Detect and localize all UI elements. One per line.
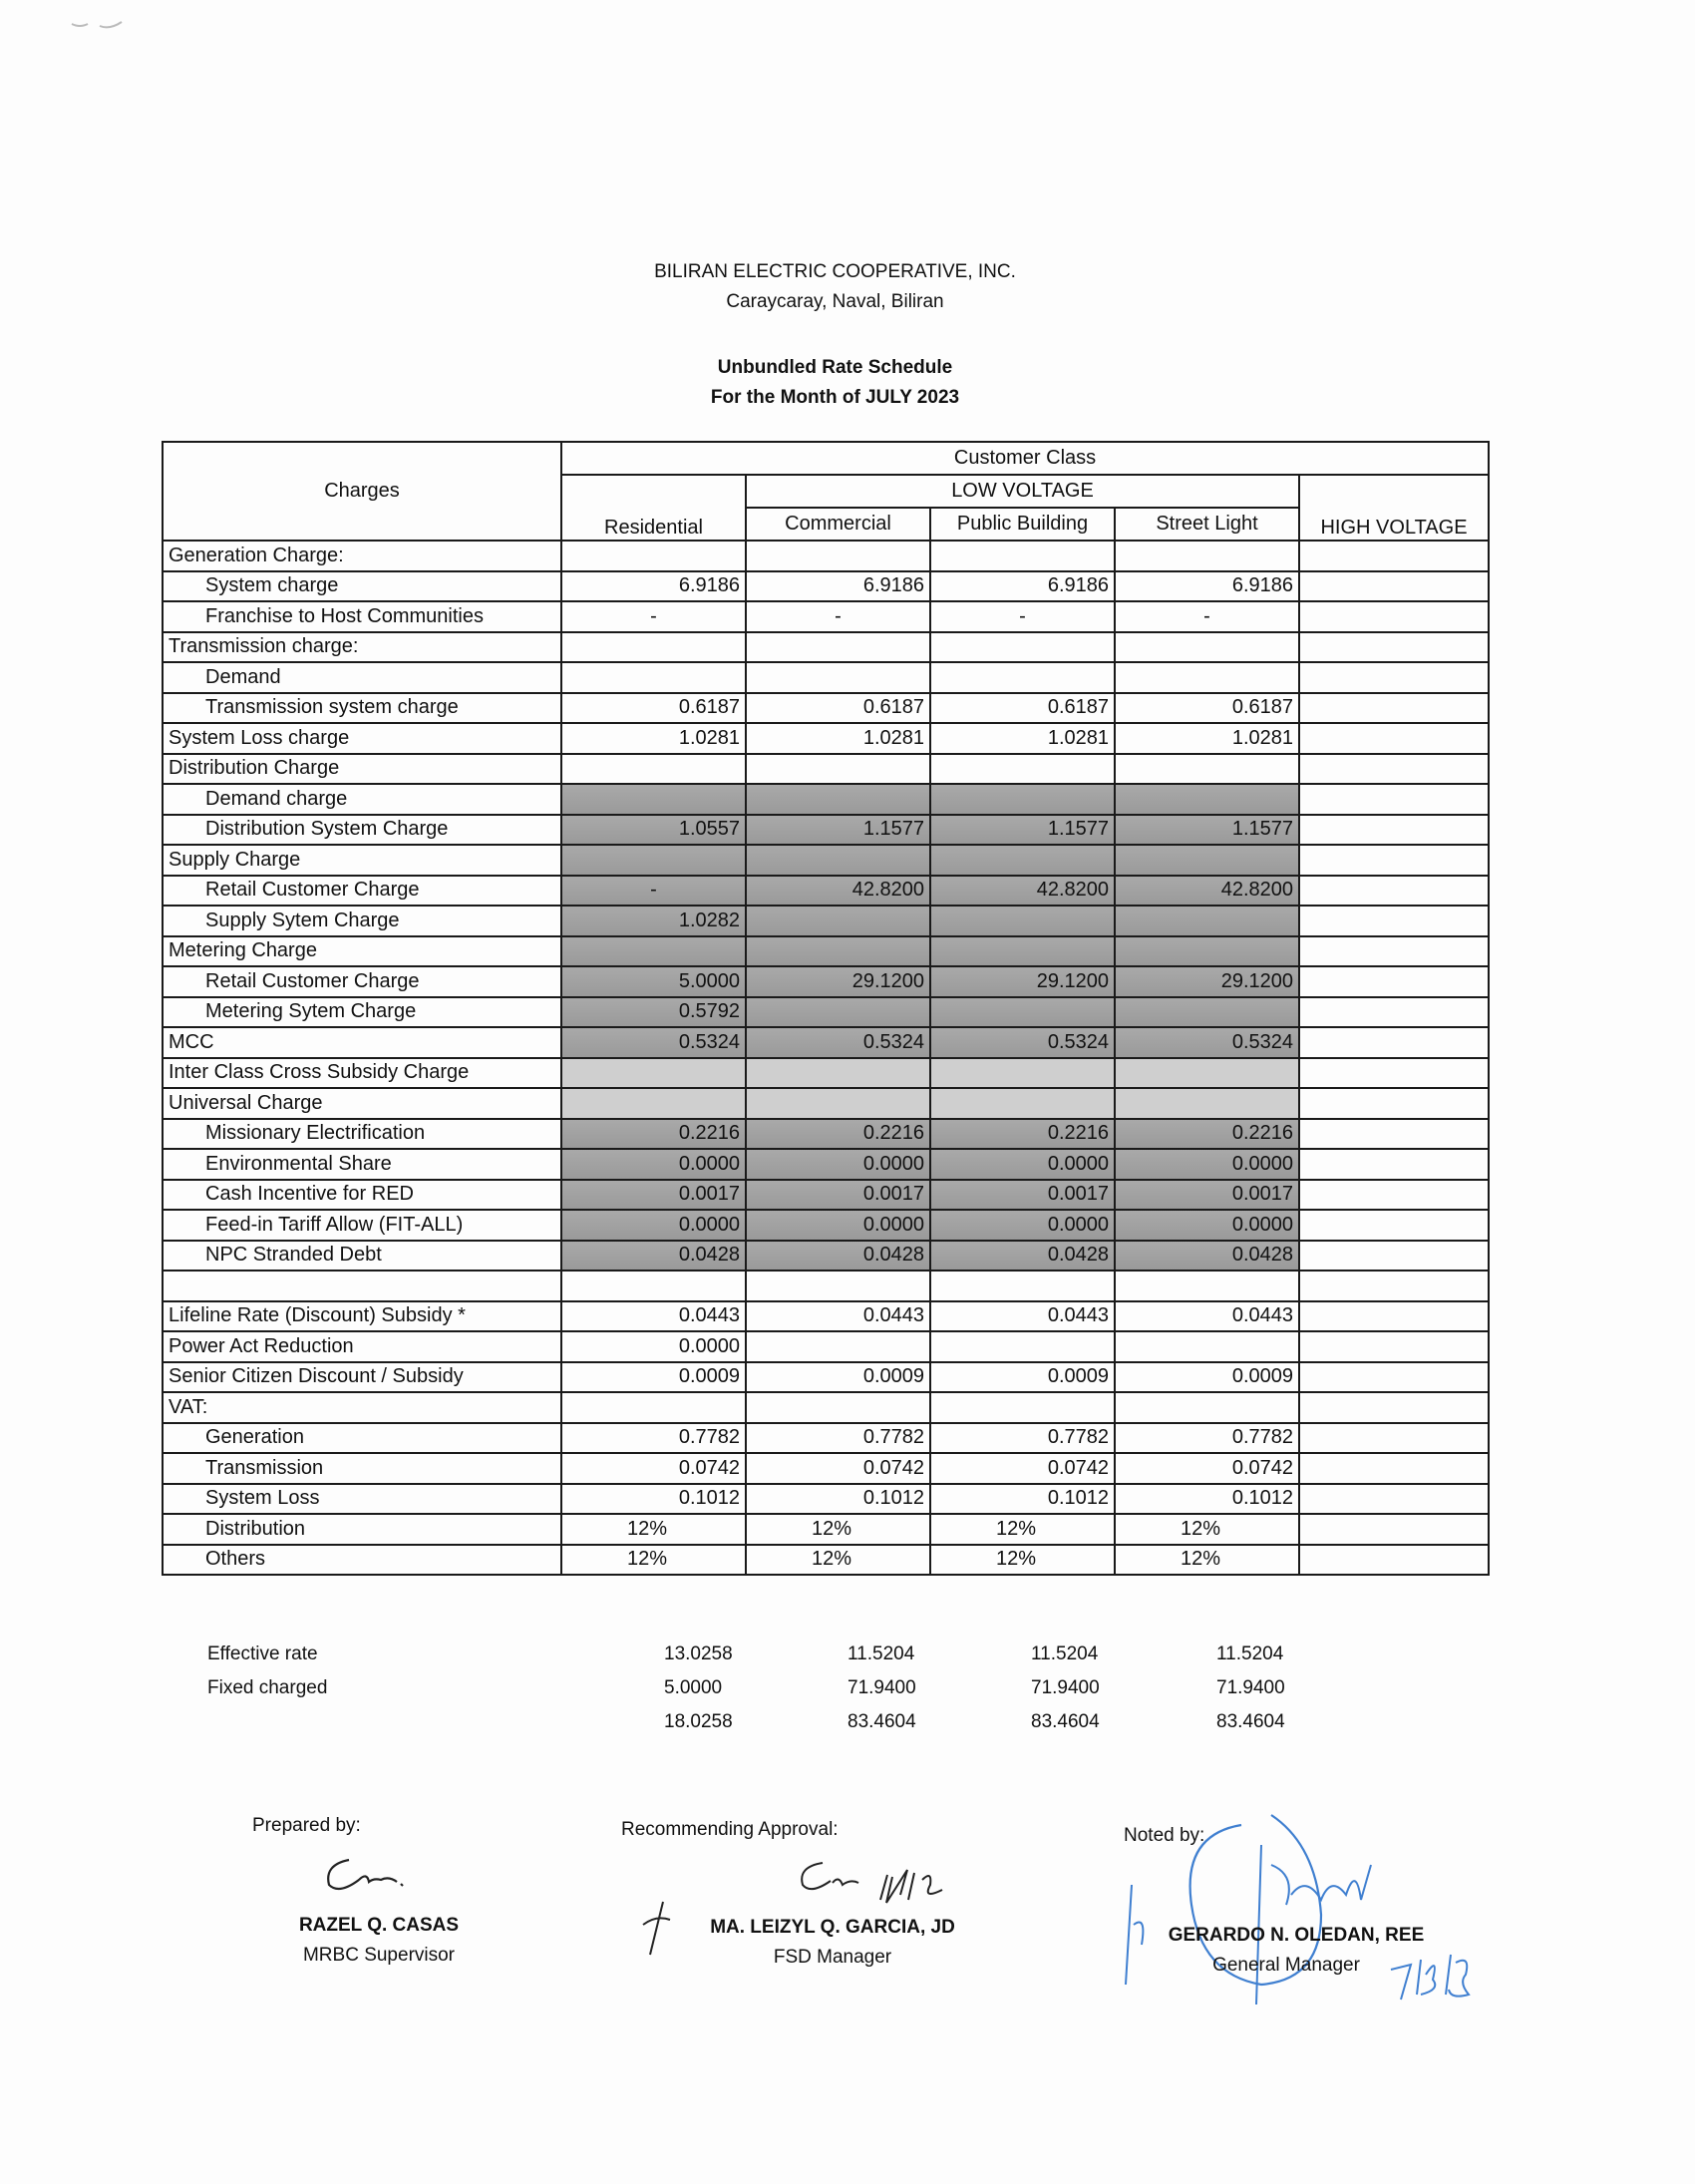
high-voltage-cell (1299, 1180, 1489, 1211)
row-label: Demand (163, 662, 561, 693)
summary-value: 5.0000 (664, 1677, 723, 1698)
rate-cell: 0.5792 (561, 997, 746, 1028)
rate-summary (162, 1643, 1488, 1745)
high-voltage-cell (1299, 784, 1489, 815)
doc-period: For the Month of JULY 2023 (710, 387, 960, 408)
table-row (163, 1271, 1489, 1301)
rate-cell (746, 784, 930, 815)
high-voltage-cell (1299, 1484, 1489, 1515)
summary-value: 83.4604 (1031, 1711, 1100, 1732)
rate-cell: 0.7782 (746, 1423, 930, 1454)
rate-cell: 0.2216 (746, 1119, 930, 1150)
signatory-recommending (658, 1917, 1007, 1969)
rate-cell (1115, 845, 1299, 876)
summary-value: 11.5204 (1031, 1643, 1099, 1664)
table-row (163, 1545, 1489, 1576)
rate-cell: 42.8200 (1115, 876, 1299, 907)
high-voltage-cell (1299, 693, 1489, 724)
rate-cell (930, 662, 1115, 693)
document-header (0, 257, 1670, 317)
header-residential: Residential (561, 475, 746, 541)
rate-cell (561, 1271, 746, 1301)
high-voltage-cell (1299, 1301, 1489, 1332)
rate-cell: 0.2216 (561, 1119, 746, 1150)
rate-cell: 0.6187 (561, 693, 746, 724)
high-voltage-cell (1299, 936, 1489, 967)
rate-cell: 0.7782 (1115, 1423, 1299, 1454)
table-row (163, 1423, 1489, 1454)
rate-cell (930, 1271, 1115, 1301)
rate-cell (1115, 1271, 1299, 1301)
summary-row (162, 1643, 1488, 1677)
noted-title: General Manager (1212, 1955, 1360, 1976)
rate-cell (746, 936, 930, 967)
rate-cell: - (746, 601, 930, 632)
table-row (163, 1453, 1489, 1484)
rate-cell (561, 784, 746, 815)
table-row (163, 1362, 1489, 1393)
rate-cell: 0.7782 (561, 1423, 746, 1454)
rate-cell (746, 1058, 930, 1089)
rate-cell: 0.0428 (561, 1241, 746, 1272)
rate-cell (746, 1392, 930, 1423)
rate-cell (930, 845, 1115, 876)
high-voltage-cell (1299, 1149, 1489, 1180)
rate-cell: 0.6187 (1115, 693, 1299, 724)
high-voltage-cell (1299, 997, 1489, 1028)
rate-cell (1115, 754, 1299, 785)
rate-cell: 1.0281 (561, 723, 746, 754)
rate-cell: 12% (930, 1545, 1115, 1576)
table-row (163, 815, 1489, 846)
rate-cell (561, 754, 746, 785)
rate-cell (561, 632, 746, 663)
header-street-light: Street Light (1115, 508, 1299, 541)
summary-value: 11.5204 (848, 1643, 915, 1664)
high-voltage-cell (1299, 1241, 1489, 1272)
noted-name: GERARDO N. OLEDAN, REE (1168, 1925, 1425, 1946)
org-name: BILIRAN ELECTRIC COOPERATIVE, INC. (654, 261, 1016, 282)
high-voltage-cell (1299, 541, 1489, 571)
signatory-noted (1147, 1925, 1446, 1977)
rate-cell (561, 541, 746, 571)
rate-cell: 12% (746, 1514, 930, 1545)
rate-cell: 0.1012 (1115, 1484, 1299, 1515)
table-row (163, 1514, 1489, 1545)
rate-cell (1115, 936, 1299, 967)
rate-cell: 0.0000 (1115, 1149, 1299, 1180)
high-voltage-cell (1299, 662, 1489, 693)
high-voltage-cell (1299, 1362, 1489, 1393)
rate-cell (561, 1088, 746, 1119)
high-voltage-cell (1299, 1331, 1489, 1362)
rate-cell: 5.0000 (561, 966, 746, 997)
org-address: Caraycaray, Naval, Biliran (726, 291, 944, 312)
rate-cell: 12% (930, 1514, 1115, 1545)
high-voltage-cell (1299, 571, 1489, 602)
rate-cell (561, 845, 746, 876)
high-voltage-cell (1299, 754, 1489, 785)
prepared-title: MRBC Supervisor (302, 1945, 456, 1966)
table-row (163, 723, 1489, 754)
rate-cell (930, 1088, 1115, 1119)
rate-cell: 0.0009 (561, 1362, 746, 1393)
row-label: Metering Charge (163, 936, 561, 967)
signatory-prepared (229, 1915, 528, 1967)
rate-cell: 0.6187 (746, 693, 930, 724)
rate-cell: 0.2216 (930, 1119, 1115, 1150)
rate-cell (930, 906, 1115, 936)
rate-cell: 0.0017 (561, 1180, 746, 1211)
signature-garcia-icon (793, 1855, 972, 1915)
rate-cell (930, 1331, 1115, 1362)
rate-cell (1115, 906, 1299, 936)
rate-cell: - (930, 601, 1115, 632)
rate-cell: 12% (746, 1545, 930, 1576)
summary-value: 71.9400 (1216, 1677, 1285, 1698)
table-row (163, 1180, 1489, 1211)
high-voltage-cell (1299, 1210, 1489, 1241)
rate-cell: 29.1200 (930, 966, 1115, 997)
summary-value: 83.4604 (848, 1711, 916, 1732)
rate-cell: 1.0282 (561, 906, 746, 936)
rate-cell (930, 632, 1115, 663)
rate-cell (746, 845, 930, 876)
row-label: Generation (163, 1423, 561, 1454)
rate-cell: 0.0428 (930, 1241, 1115, 1272)
rate-cell (1115, 784, 1299, 815)
rate-cell (930, 936, 1115, 967)
rate-cell: 12% (1115, 1514, 1299, 1545)
rate-cell: 1.1577 (1115, 815, 1299, 846)
table-row (163, 693, 1489, 724)
rate-cell: 6.9186 (930, 571, 1115, 602)
rate-cell: 0.1012 (746, 1484, 930, 1515)
rate-cell (746, 662, 930, 693)
row-label: Retail Customer Charge (163, 876, 561, 907)
rate-cell (746, 997, 930, 1028)
summary-value: 13.0258 (664, 1643, 733, 1664)
rate-cell (930, 754, 1115, 785)
table-row (163, 662, 1489, 693)
row-label: Inter Class Cross Subsidy Charge (163, 1058, 561, 1089)
rate-cell (561, 1392, 746, 1423)
high-voltage-cell (1299, 1453, 1489, 1484)
rate-cell: 1.0281 (930, 723, 1115, 754)
table-row (163, 754, 1489, 785)
row-label: Environmental Share (163, 1149, 561, 1180)
table-row (163, 1088, 1489, 1119)
rate-cell: 0.0443 (1115, 1301, 1299, 1332)
row-label: Generation Charge: (163, 541, 561, 571)
high-voltage-cell (1299, 632, 1489, 663)
header-low-voltage: LOW VOLTAGE (746, 475, 1299, 508)
rate-cell: 0.0000 (746, 1210, 930, 1241)
rate-cell (746, 541, 930, 571)
row-label: Distribution System Charge (163, 815, 561, 846)
doc-title: Unbundled Rate Schedule (717, 357, 953, 378)
rate-cell: 6.9186 (1115, 571, 1299, 602)
rate-cell: 0.0443 (746, 1301, 930, 1332)
row-label: System Loss (163, 1484, 561, 1515)
table-row (163, 1241, 1489, 1272)
rate-cell: 12% (561, 1545, 746, 1576)
high-voltage-cell (1299, 876, 1489, 907)
rate-cell: 0.0742 (930, 1453, 1115, 1484)
rate-cell: 0.6187 (930, 693, 1115, 724)
rate-cell: 6.9186 (746, 571, 930, 602)
rate-cell: 1.0281 (1115, 723, 1299, 754)
summary-value: 71.9400 (1031, 1677, 1100, 1698)
rate-cell: 1.1577 (746, 815, 930, 846)
rate-cell: 0.0000 (561, 1210, 746, 1241)
rate-table (162, 441, 1490, 1576)
high-voltage-cell (1299, 1271, 1489, 1301)
high-voltage-cell (1299, 1392, 1489, 1423)
scan-mark-icon (70, 14, 150, 34)
summary-row (162, 1711, 1488, 1745)
summary-label: Effective rate (207, 1643, 318, 1664)
rate-cell (746, 754, 930, 785)
row-label: Cash Incentive for RED (163, 1180, 561, 1211)
summary-label: Fixed charged (207, 1677, 328, 1698)
table-row (163, 541, 1489, 571)
table-row (163, 632, 1489, 663)
rate-cell: 0.0000 (561, 1149, 746, 1180)
rate-cell: 0.0000 (1115, 1210, 1299, 1241)
rate-cell: 0.0017 (1115, 1180, 1299, 1211)
high-voltage-cell (1299, 1545, 1489, 1576)
table-row (163, 571, 1489, 602)
high-voltage-cell (1299, 723, 1489, 754)
rate-cell: 0.0009 (930, 1362, 1115, 1393)
header-high-voltage: HIGH VOLTAGE (1299, 475, 1489, 541)
rate-cell: 0.1012 (561, 1484, 746, 1515)
rate-cell (930, 541, 1115, 571)
row-label: VAT: (163, 1392, 561, 1423)
rate-cell: 0.5324 (746, 1027, 930, 1058)
row-label: Power Act Reduction (163, 1331, 561, 1362)
high-voltage-cell (1299, 601, 1489, 632)
rate-cell: 1.0281 (746, 723, 930, 754)
rate-cell: 29.1200 (746, 966, 930, 997)
table-row (163, 966, 1489, 997)
table-row (163, 1301, 1489, 1332)
noted-by-caption: Noted by: (1124, 1825, 1205, 1846)
high-voltage-cell (1299, 1058, 1489, 1089)
high-voltage-cell (1299, 815, 1489, 846)
rate-cell: 0.2216 (1115, 1119, 1299, 1150)
row-label: Metering Sytem Charge (163, 997, 561, 1028)
row-label: Universal Charge (163, 1088, 561, 1119)
rate-cell (561, 662, 746, 693)
high-voltage-cell (1299, 1027, 1489, 1058)
row-label: Supply Sytem Charge (163, 906, 561, 936)
rate-cell (1115, 1058, 1299, 1089)
row-label: Missionary Electrification (163, 1119, 561, 1150)
row-label: MCC (163, 1027, 561, 1058)
high-voltage-cell (1299, 1514, 1489, 1545)
rate-cell: 0.0443 (561, 1301, 746, 1332)
rate-cell: 0.0000 (561, 1331, 746, 1362)
high-voltage-cell (1299, 906, 1489, 936)
table-row (163, 601, 1489, 632)
rate-cell (746, 906, 930, 936)
high-voltage-cell (1299, 966, 1489, 997)
summary-value: 18.0258 (664, 1711, 733, 1732)
rate-cell (746, 1331, 930, 1362)
rate-cell: 0.0742 (1115, 1453, 1299, 1484)
rate-cell: 0.0017 (746, 1180, 930, 1211)
rate-cell: 0.0443 (930, 1301, 1115, 1332)
row-label: Others (163, 1545, 561, 1576)
table-row (163, 1119, 1489, 1150)
rate-cell: 0.5324 (561, 1027, 746, 1058)
row-label: Demand charge (163, 784, 561, 815)
row-label: Distribution Charge (163, 754, 561, 785)
rate-cell (930, 1392, 1115, 1423)
rate-cell: 12% (561, 1514, 746, 1545)
rate-cell: 1.0557 (561, 815, 746, 846)
recommending-name: MA. LEIZYL Q. GARCIA, JD (710, 1917, 955, 1938)
rate-cell: - (1115, 601, 1299, 632)
rate-cell: 0.0428 (746, 1241, 930, 1272)
row-label: Franchise to Host Communities (163, 601, 561, 632)
rate-cell: 0.0742 (561, 1453, 746, 1484)
rate-cell: 0.0428 (1115, 1241, 1299, 1272)
row-label: Transmission (163, 1453, 561, 1484)
table-row (163, 1210, 1489, 1241)
rate-cell (746, 1271, 930, 1301)
rate-cell (1115, 662, 1299, 693)
rate-cell: - (561, 601, 746, 632)
rate-cell: 0.0009 (746, 1362, 930, 1393)
summary-value: 11.5204 (1216, 1643, 1284, 1664)
header-customer-class: Customer Class (561, 442, 1489, 475)
rate-cell: 6.9186 (561, 571, 746, 602)
rate-cell (1115, 1331, 1299, 1362)
table-row (163, 845, 1489, 876)
rate-cell (1115, 997, 1299, 1028)
row-label: System charge (163, 571, 561, 602)
rate-cell: 0.7782 (930, 1423, 1115, 1454)
rate-cell (561, 936, 746, 967)
rate-cell: 0.0017 (930, 1180, 1115, 1211)
row-label: Retail Customer Charge (163, 966, 561, 997)
rate-cell: 0.0000 (746, 1149, 930, 1180)
signature-casas-icon (319, 1850, 409, 1900)
rate-table-body (163, 541, 1489, 1575)
high-voltage-cell (1299, 1423, 1489, 1454)
high-voltage-cell (1299, 1119, 1489, 1150)
summary-value: 83.4604 (1216, 1711, 1285, 1732)
row-label (163, 1271, 561, 1301)
high-voltage-cell (1299, 1088, 1489, 1119)
rate-cell: 12% (1115, 1545, 1299, 1576)
table-row (163, 1331, 1489, 1362)
row-label: Lifeline Rate (Discount) Subsidy * (163, 1301, 561, 1332)
rate-cell (746, 1088, 930, 1119)
high-voltage-cell (1299, 845, 1489, 876)
rate-cell: 42.8200 (930, 876, 1115, 907)
recommending-title: FSD Manager (773, 1947, 892, 1968)
rate-cell (1115, 632, 1299, 663)
rate-cell (1115, 541, 1299, 571)
rate-cell: 29.1200 (1115, 966, 1299, 997)
header-public-building: Public Building (930, 508, 1115, 541)
table-row (163, 876, 1489, 907)
table-row (163, 906, 1489, 936)
row-label: Transmission charge: (163, 632, 561, 663)
row-label: Supply Charge (163, 845, 561, 876)
rate-cell (930, 997, 1115, 1028)
rate-cell (1115, 1392, 1299, 1423)
rate-cell (930, 784, 1115, 815)
header-commercial: Commercial (746, 508, 930, 541)
prepared-by-caption: Prepared by: (252, 1815, 361, 1836)
summary-row (162, 1677, 1488, 1711)
row-label: System Loss charge (163, 723, 561, 754)
rate-cell (561, 1058, 746, 1089)
rate-cell: 0.0742 (746, 1453, 930, 1484)
table-row (163, 1484, 1489, 1515)
rate-cell (1115, 1088, 1299, 1119)
rate-cell (746, 632, 930, 663)
rate-cell (930, 1058, 1115, 1089)
rate-cell: 42.8200 (746, 876, 930, 907)
table-row (163, 1027, 1489, 1058)
rate-cell: - (561, 876, 746, 907)
rate-cell: 0.0000 (930, 1149, 1115, 1180)
row-label: Senior Citizen Discount / Subsidy (163, 1362, 561, 1393)
row-label: Feed-in Tariff Allow (FIT-ALL) (163, 1210, 561, 1241)
row-label: NPC Stranded Debt (163, 1241, 561, 1272)
document-title (0, 353, 1670, 413)
row-label: Transmission system charge (163, 693, 561, 724)
rate-cell: 0.5324 (930, 1027, 1115, 1058)
summary-value: 71.9400 (848, 1677, 916, 1698)
rate-cell: 0.5324 (1115, 1027, 1299, 1058)
rate-cell: 1.1577 (930, 815, 1115, 846)
table-row (163, 997, 1489, 1028)
header-charges: Charges (163, 442, 561, 541)
rate-cell: 0.0000 (930, 1210, 1115, 1241)
table-row (163, 1392, 1489, 1423)
rate-cell: 0.0009 (1115, 1362, 1299, 1393)
row-label: Distribution (163, 1514, 561, 1545)
table-row (163, 1058, 1489, 1089)
table-row (163, 1149, 1489, 1180)
prepared-name: RAZEL Q. CASAS (298, 1915, 460, 1936)
rate-cell: 0.1012 (930, 1484, 1115, 1515)
signature-oledan-icon (1122, 1805, 1501, 2014)
recommending-caption: Recommending Approval: (621, 1819, 839, 1840)
table-row (163, 784, 1489, 815)
table-row (163, 936, 1489, 967)
